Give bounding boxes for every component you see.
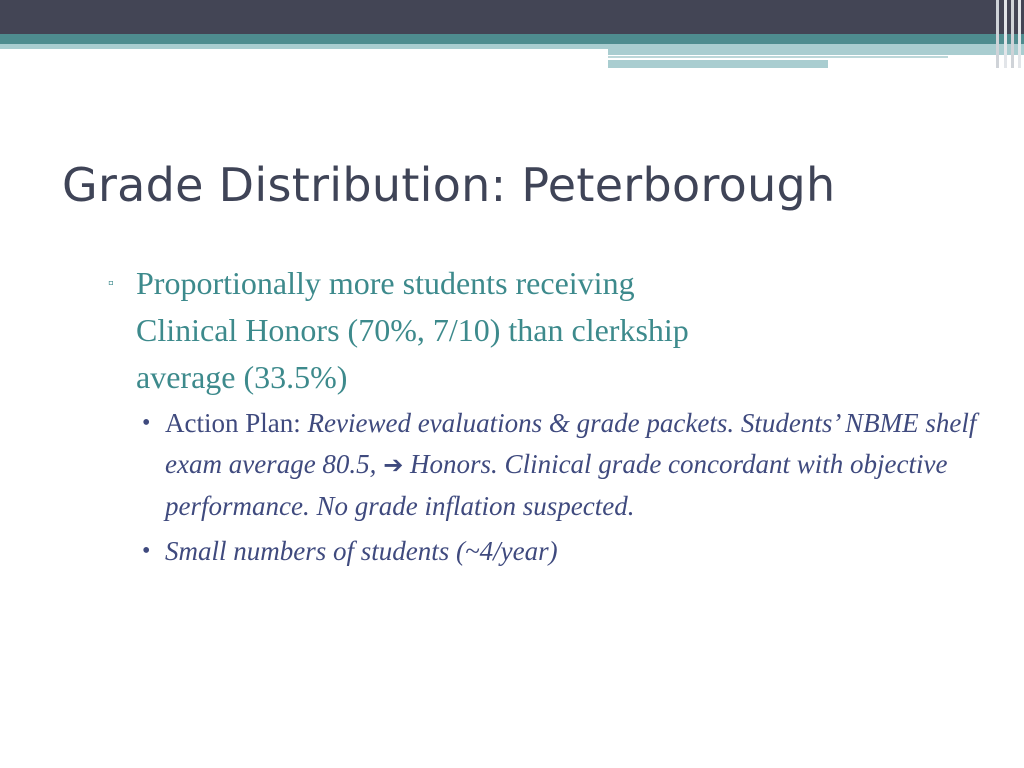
header-band-teal xyxy=(0,34,1024,44)
bullet-text-line: Proportionally more students receiving xyxy=(136,265,635,301)
header-band-light xyxy=(0,44,608,49)
sub-bullet-small-numbers xyxy=(100,531,977,572)
header-band-light-right-lower xyxy=(608,60,828,68)
dot-bullet-icon: • xyxy=(142,538,151,564)
header-line-right xyxy=(608,56,948,58)
action-plan-label: Action Plan: xyxy=(165,408,308,438)
header-end-stripe xyxy=(1004,0,1007,68)
bullet-text-line: Clinical Honors (70%, 7/10) than clerkship xyxy=(136,312,689,348)
dot-bullet-icon: • xyxy=(142,410,151,436)
action-plan-text-cont: Honors. Clinical grade concordant with objective performance. No grade inflation suspected. xyxy=(165,449,948,521)
right-arrow-icon: ➔ xyxy=(383,451,404,479)
header-band-dark xyxy=(0,0,1024,34)
action-plan-text: Reviewed evaluations & grade packets. Students’ NBME shelf exam average 80.5, xyxy=(165,408,977,479)
bullet-level1 xyxy=(100,260,916,401)
square-bullet-icon: ▫ xyxy=(108,275,114,292)
sub-bullet-action-plan xyxy=(100,403,977,527)
bullet-text-line: average (33.5%) xyxy=(136,359,348,395)
header-end-stripe xyxy=(1011,0,1014,68)
slide-title: Grade Distribution: Peterborough xyxy=(62,158,836,212)
small-numbers-text: Small numbers of students (~4/year) xyxy=(165,536,558,566)
slide-body xyxy=(100,260,980,572)
header-band-light-right xyxy=(608,44,1024,55)
header-end-stripe xyxy=(996,0,999,68)
header-end-stripe xyxy=(1018,0,1021,68)
